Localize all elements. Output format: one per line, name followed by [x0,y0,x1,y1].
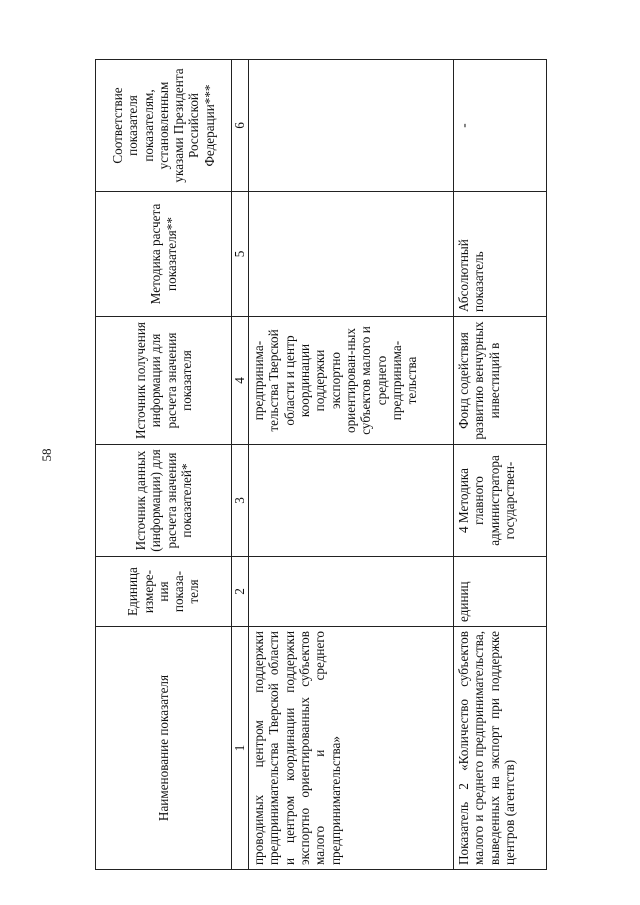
data-source-cell: 4 Методика главного администратора государствен- [454,445,547,557]
method-cell [249,192,454,317]
conformity-cell [249,60,454,192]
table-row [249,60,454,870]
header-row [96,60,232,870]
column-number: 6 [232,60,249,192]
indicator-name-cell [454,627,547,870]
indicator-name-text: Показатель 2 «Количество субъектов малого и среднего предпринимательства, выведенных на экспорт при поддержке центров (агентств) [456,631,517,865]
column-number-row [232,60,249,870]
header-unit: Единица измере-ния показа-теля [96,557,232,627]
rotated-table-container [95,60,547,870]
info-source-cell: предпринима-тельства Тверской области и центр координации поддержки экспортно ориентирован-ных субъектов малого и среднего предпринима-тельства [249,317,454,445]
indicator-name-cell [249,627,454,870]
conformity-cell: - [454,60,547,192]
header-data-source: Источник данных (информации) для расчета значения показателей* [96,445,232,557]
header-conformity: Соответствие показателя показателям, установленным указами Президента Российской Федерации*** [96,60,232,192]
data-source-cell [249,445,454,557]
unit-cell [249,557,454,627]
method-cell: Абсолютный показатель [454,192,547,317]
indicator-name-text: проводимых центром поддержки предпринимательства Тверской области и центром координации поддержки экспортно ориентированных субъектов малого и среднего предпринимательства» [251,631,343,865]
column-number: 1 [232,627,249,870]
column-number: 3 [232,445,249,557]
header-indicator-name: Наименование показателя [96,627,232,870]
unit-cell: единиц [454,557,547,627]
header-info-source: Источник получения информации для расчета значения показателя [96,317,232,445]
indicator-table [95,59,547,870]
column-number: 2 [232,557,249,627]
column-number: 5 [232,192,249,317]
table-row [454,60,547,870]
info-source-cell: Фонд содействия развитию венчурных инвестиций в [454,317,547,445]
header-method: Методика расчета показателя** [96,192,232,317]
column-number: 4 [232,317,249,445]
page-number: 58 [39,448,54,462]
